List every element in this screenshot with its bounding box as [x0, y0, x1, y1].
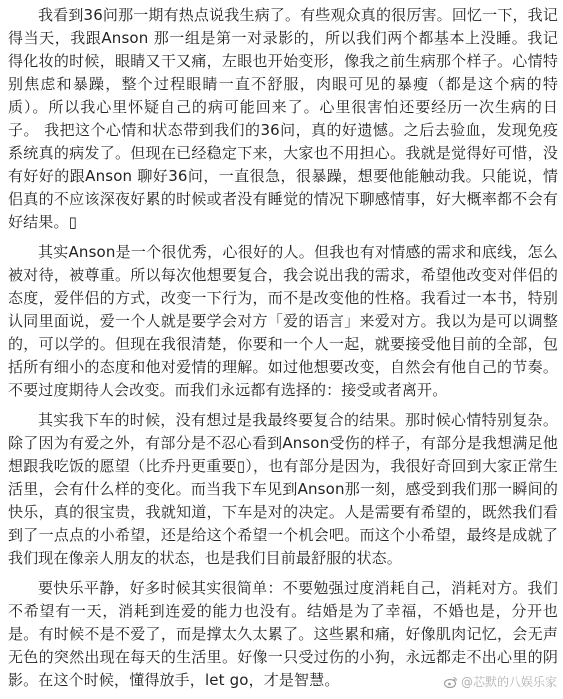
article-paragraph: 其实我下车的时候，没有想过是我最终要复合的结果。那时候心情特别复杂。除了因为有爱之外，有部分是不忍心看到Anson受伤的样子，有部分是我想满足他想跟我吃饭的愿望（比乔丹更重要▯），也有部分是因为，我很好奇回到大家正常生活里，会有什么样的变化。而当我下车见到Anson那一刻，感受到我们那一瞬间的快乐，真的很宝贵，我就知道，下车是对的决定。人是需要有希望的，既然我们看到了一点点的小希望，还是给这个希望一个机会吧。而这个小希望，最终是成就了我们现在像亲人朋友的状态，也是我们目前最舒服的状态。	[8, 411, 558, 567]
weibo-logo-icon	[444, 675, 458, 689]
article-paragraph: 要快乐平静，好多时候其实很简单：不要勉强过度消耗自己，消耗对方。我们不希望有一天，消耗到连爱的能力也没有。结婚是为了幸福，不婚也是，分开也是。有时候不是不爱了，而是撑太久太累了。这些累和痛，好像肌肉记忆，会无声无色的突然出现在每天的生活里。好像一只受过伤的小狗，永远都走不出心里的阴影。在这个时候，懂得放手，let go，才是智慧。	[8, 579, 558, 689]
watermark	[444, 673, 557, 690]
article-paragraph: 我看到36问那一期有热点说我生病了。有些观众真的很厉害。回忆一下，我记得当天，我跟Anson 那一组是第一对录影的，所以我们两个都基本上没睡。我记得化妆的时候，眼睛又干又痛，左眼也开始变形，像我之前生病那个样子。心情特别焦虑和暴躁，整个过程眼睛一直不舒服，肉眼可见的暴瘦（都是这个病的特质）。所以我心里怀疑自己的病可能回来了。心里很害怕还要经历一次生病的日子。 我把这个心情和状态带到我们的36问，真的好遗憾。之后去验血，发现免疫系统真的病发了。但现在已经稳定下来，大家也不用担心。我就是觉得好可惜，没有好好的跟Anson 聊好36问，一直很急，很暴躁，想要他能触动我。只能说，情侣真的不应该深夜好累的时候或者没有睡觉的情况下聊感情事，好大概率都不会有好结果。▯	[8, 6, 558, 231]
article-paragraph: 其实Anson是一个很优秀，心很好的人。但我也有对情感的需求和底线，怎么被对待，被尊重。所以每次他想要复合，我会说出我的需求，希望他改变对伴侣的态度，爱伴侣的方式，改变一下行为，而不是改变他的性格。我看过一本书，特别认同里面说，爱一个人就是要学会对方「爱的语言」来爱对方。我以为是可以调整的，可以学的。但现在我很清楚，你要和一个人一起，就要接受他目前的全部，包括所有细小的态度和他对爱情的理解。如过他想要改变，自然会有他自己的节奏。不要过度期待人会改变。而我们永远都有选择的：接受或者离开。	[8, 243, 558, 399]
article-body	[8, 4, 558, 699]
watermark-text: @芯默的八娱乐家	[460, 675, 557, 689]
